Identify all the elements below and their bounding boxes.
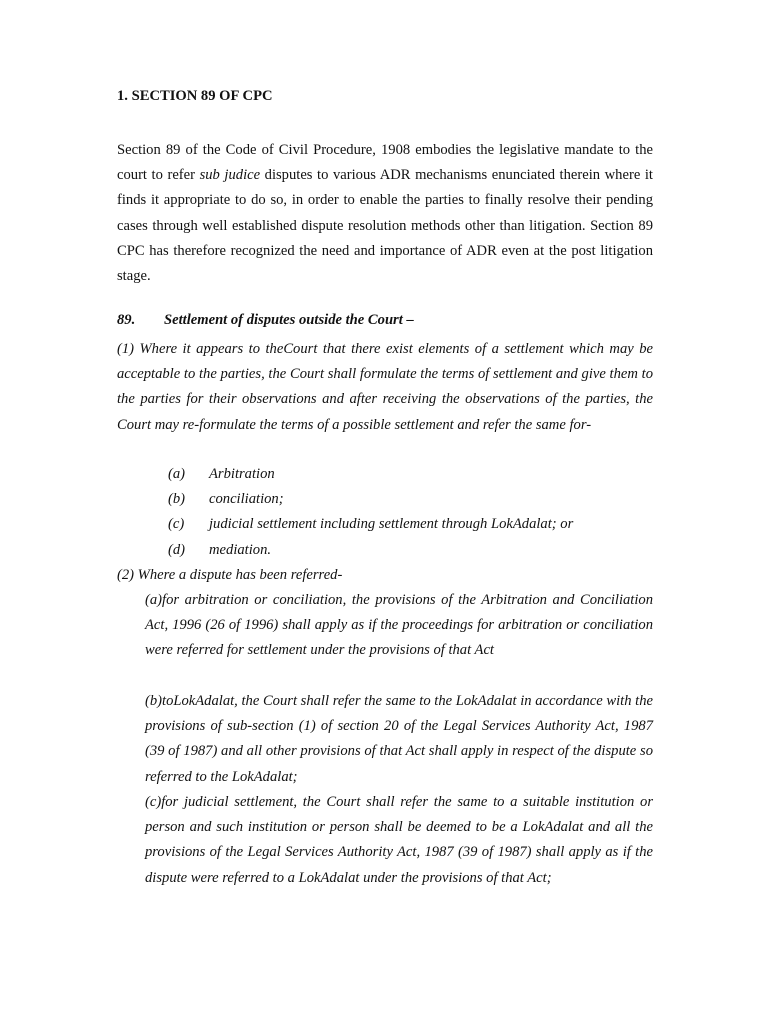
intro-italic-term: sub judice bbox=[199, 167, 261, 184]
list-item bbox=[168, 487, 573, 512]
clause-b: (b)toLokAdalat, the Court shall refer the same to the LokAdalat in accordance with the provisions of sub-section (1) of section 20 of the Legal Services Authority Act, 1987 (39 of 1987) and all other provisions of that Act shall apply in respect of the dispute so referred to the LokAdalat; bbox=[145, 693, 654, 785]
section-title bbox=[117, 312, 414, 329]
list-item bbox=[168, 462, 573, 487]
list-item-text: judicial settlement including settlement through LokAdalat; or bbox=[209, 516, 574, 533]
section-title-text: Settlement of disputes outside the Court – bbox=[164, 312, 414, 328]
settlement-options-list bbox=[168, 462, 573, 563]
list-item bbox=[168, 538, 573, 563]
list-item bbox=[168, 512, 573, 537]
intro-paragraph bbox=[117, 138, 653, 289]
clause-c: (c)for judicial settlement, the Court shall refer the same to a suitable institution or person and such institution or person shall be deemed to be a LokAdalat and all the provisions of the Legal Services Authority Act, 1987 (39 of 1987) shall apply as if the dispute were referred to a LokAdalat under the provisions of that Act; bbox=[145, 794, 653, 886]
list-item-label: (b) bbox=[168, 491, 186, 508]
section-number: 89. bbox=[117, 312, 136, 328]
list-item-text: conciliation; bbox=[209, 491, 284, 508]
list-item-label: (c) bbox=[168, 516, 185, 533]
list-item-label: (a) bbox=[168, 466, 186, 482]
subsection-2-intro: (2) Where a dispute has been referred- bbox=[117, 567, 343, 583]
list-item-text: Arbitration bbox=[209, 466, 275, 482]
list-item-text: mediation. bbox=[209, 541, 272, 558]
subsection-1: (1) Where it appears to theCourt that there exist elements of a settlement which may be acceptable to the parties, the Court shall formulate the terms of settlement and give them to the parties for their observations and after receiving the observations of the parties, the Court may re-formulate the terms of a possible settlement and refer the same for- bbox=[117, 341, 653, 433]
intro-text-end: disputes to various ADR mechanisms enunciated therein where it finds it appropriate to do so, in order to enable the parties to finally resolve their pending cases through well established dispute resolution methods other than litigation. Section 89 CPC has therefore recognized the need and importance of ADR even at the post litigation stage. bbox=[117, 167, 653, 285]
list-item-label: (d) bbox=[168, 541, 186, 558]
intro-text-start: Section 89 of the Code of Civil Procedure, 1908 embodies the legislative mandate to the court to refer bbox=[117, 142, 653, 184]
section-heading: 1. SECTION 89 OF CPC bbox=[117, 88, 273, 104]
clause-a: (a)for arbitration or conciliation, the provisions of the Arbitration and Conciliation Act, 1996 (26 of 1996) shall apply as if the proceedings for arbitration or conciliation were referred for settlement under the provisions of that Act bbox=[145, 592, 653, 659]
